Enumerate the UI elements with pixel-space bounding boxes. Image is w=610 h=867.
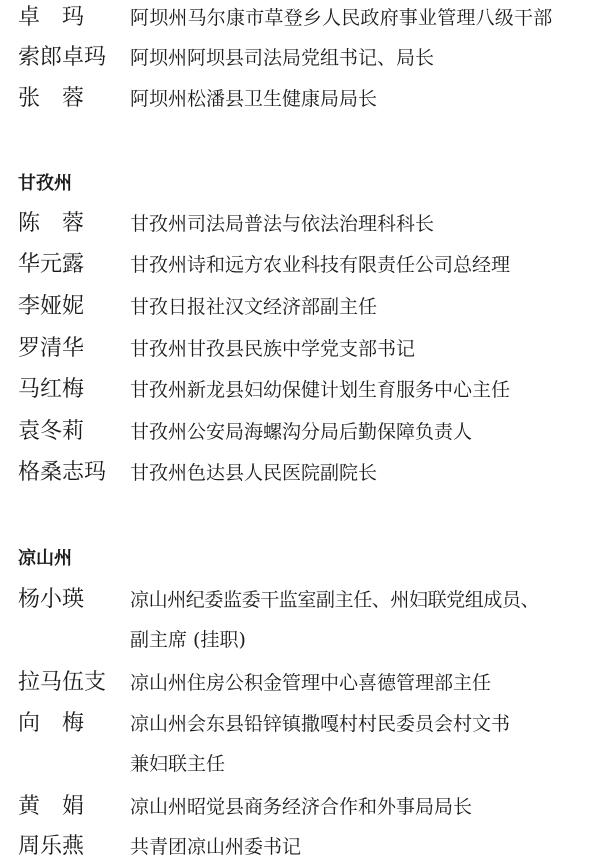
person-title: 甘孜州公安局海螺沟分局后勤保障负责人	[130, 421, 473, 443]
person-title-continued: 副主席 (挂职)	[130, 629, 246, 651]
list-item	[0, 453, 610, 493]
person-title: 凉山州会东县铅锌镇撒嘎村村民委员会村文书	[130, 713, 511, 735]
person-name: 杨小瑛	[18, 587, 85, 612]
person-title: 凉山州纪委监委干监室副主任、州妇联党组成员、	[130, 589, 540, 611]
person-name: 拉马伍支	[18, 670, 107, 695]
list-item	[0, 329, 610, 369]
list-item	[0, 827, 610, 867]
person-title: 凉山州昭觉县商务经济合作和外事局局长	[130, 796, 473, 818]
person-title: 阿坝州马尔康市草登乡人民政府事业管理八级干部	[130, 7, 553, 29]
list-item	[0, 245, 610, 285]
person-name: 袁冬莉	[18, 419, 85, 444]
list-item	[0, 370, 610, 410]
list-item	[0, 580, 610, 660]
person-title: 共青团凉山州委书记	[130, 836, 302, 858]
person-title-continued: 兼妇联主任	[130, 753, 226, 775]
list-item	[0, 0, 610, 38]
person-title: 甘孜日报社汉文经济部副主任	[130, 296, 378, 318]
person-name: 李娅妮	[18, 294, 85, 319]
list-item	[0, 38, 610, 78]
person-name: 陈 蓉	[18, 211, 85, 236]
person-title: 阿坝州阿坝县司法局党组书记、局长	[130, 47, 435, 69]
person-title: 甘孜州新龙县妇幼保健计划生育服务中心主任	[130, 379, 511, 401]
list-item	[0, 79, 610, 119]
section-heading-ganzi: 甘孜州	[18, 173, 72, 194]
person-name: 张 蓉	[18, 86, 85, 111]
person-title: 甘孜州色达县人民医院副院长	[130, 462, 378, 484]
list-item	[0, 663, 610, 703]
person-title: 凉山州住房公积金管理中心喜德管理部主任	[130, 672, 492, 694]
list-item	[0, 704, 610, 784]
person-name: 华元露	[18, 252, 85, 277]
person-title: 甘孜州诗和远方农业科技有限责任公司总经理	[130, 254, 511, 276]
person-title: 甘孜州司法局普法与依法治理科科长	[130, 213, 435, 235]
person-title: 甘孜州甘孜县民族中学党支部书记	[130, 338, 416, 360]
person-title: 阿坝州松潘县卫生健康局局长	[130, 88, 378, 110]
person-name: 马红梅	[18, 377, 85, 402]
list-item	[0, 412, 610, 452]
list-item	[0, 787, 610, 827]
section-heading-liangshan: 凉山州	[18, 548, 72, 569]
person-name: 卓 玛	[18, 5, 85, 30]
person-name: 向 梅	[18, 711, 85, 736]
person-name: 索郎卓玛	[18, 45, 107, 70]
person-name: 格桑志玛	[18, 460, 107, 485]
list-item	[0, 287, 610, 327]
person-name: 罗清华	[18, 336, 85, 361]
list-item	[0, 204, 610, 244]
person-name: 黄 娟	[18, 794, 85, 819]
person-name: 周乐燕	[18, 834, 85, 859]
